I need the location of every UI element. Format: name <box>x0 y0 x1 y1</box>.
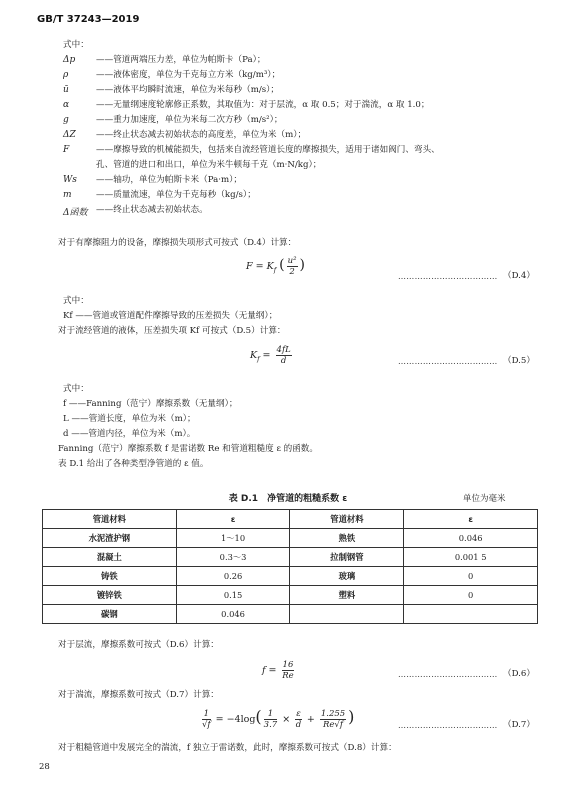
eq-d6-dots: ……………………………… <box>398 670 498 679</box>
note-d7: 对于湍流，摩擦系数可按式（D.7）计算： <box>58 690 219 700</box>
table-row <box>43 548 538 567</box>
definition-symbol: g <box>63 115 69 125</box>
table-row <box>43 605 538 624</box>
definition-symbol: ρ <box>63 70 69 80</box>
where-label-3: 式中： <box>63 384 89 394</box>
eq-d4-dots: ……………………………… <box>398 272 498 281</box>
eq-d7-f3-num: 1.255 <box>320 709 346 719</box>
eq-d5-eqsign: = <box>262 350 271 361</box>
table-header-row <box>43 510 538 529</box>
table-row <box>43 567 538 586</box>
table-cell: 水泥渣护钢 <box>43 529 177 548</box>
eq-d7-f1-num: 1 <box>264 709 278 720</box>
eq-d7-f3-den: Re√f <box>323 720 343 730</box>
table-cell: 0.26 <box>176 567 290 586</box>
def-f: f ——Fanning（范宁）摩擦系数（无量纲）； <box>63 399 238 409</box>
eq-d5-label: （D.5） <box>503 356 535 366</box>
table-row <box>43 529 538 548</box>
eq-d7-f1-den: 3.7 <box>263 720 278 730</box>
definition-text: ——重力加速度，单位为米每二次方秒（m/s²）； <box>96 115 283 125</box>
definition-text: ——摩擦导致的机械能损失，包括来自流经管道长度的摩擦损失，适用于诸如阀门、弯头、 <box>96 145 440 155</box>
col-header-epsilon-1: ε <box>176 510 290 529</box>
definition-text: ——轴功，单位为帕斯卡米（Pa·m）； <box>96 175 243 185</box>
note-d8: 对于粗糙管道中发展完全的湍流，f 独立于雷诺数，此时，摩擦系数可按式（D.8）计算： <box>58 743 397 753</box>
col-header-epsilon-2: ε <box>404 510 538 529</box>
table-cell: 0.3～3 <box>176 548 290 567</box>
table-cell: 镀锌铁 <box>43 586 177 605</box>
table-cell: 拉制钢管 <box>290 548 404 567</box>
definition-text: ——终止状态减去初始状态。 <box>96 205 208 215</box>
equation-d4: $F = K_f$ ( $\frac{\text{u²}}{2}$ ) <box>246 256 305 277</box>
eq-d7-f2-num: ε <box>296 709 301 719</box>
definition-symbol: F <box>63 145 70 155</box>
eq-d7-dots: ……………………………… <box>398 721 498 730</box>
eq-d7-times: × <box>282 714 291 725</box>
page-number: 28 <box>39 762 50 772</box>
eq-d5-den: d <box>280 356 287 366</box>
fanning-paragraph: Fanning（范宁）摩擦系数 f 是雷诺数 Re 和管道粗糙度 ε 的函数。 <box>58 444 318 454</box>
standard-header: GB/T 37243—2019 <box>37 14 140 25</box>
note-d6: 对于层流，摩擦系数可按式（D.6）计算： <box>58 640 219 650</box>
def-l: L ——管道长度，单位为米（m）； <box>63 414 196 424</box>
eq-d6-den: Re <box>282 671 294 681</box>
equation-d7: $\frac{1}{√f}$ = −4log( $\frac{1}{3.7}$ × $\frac{\varepsilon}{d}$ + $\frac{1.255}{Re√f}$ ) <box>202 707 355 730</box>
table-cell <box>404 605 538 624</box>
eq-d6-label: （D.6） <box>503 669 535 679</box>
table-cell: 1～10 <box>176 529 290 548</box>
definition-symbol: m <box>63 190 72 200</box>
table-intro: 表 D.1 给出了各种类型净管道的 ε 值。 <box>58 459 209 469</box>
table-cell <box>290 605 404 624</box>
definition-text: ——液体密度，单位为千克每立方米（kg/m³）； <box>96 70 281 80</box>
eq-d4-lhs: F = K <box>246 261 274 272</box>
table-cell: 0.15 <box>176 586 290 605</box>
eq-d4-num: u² <box>287 256 297 266</box>
table-cell: 0.046 <box>404 529 538 548</box>
eq-d7-lhs-den: √f <box>202 720 211 730</box>
definition-text: ——终止状态减去初始状态的高度差，单位为米（m）； <box>96 130 307 140</box>
table-cell: 铸铁 <box>43 567 177 586</box>
table-cell: 玻璃 <box>290 567 404 586</box>
eq-d7-plus: + <box>306 714 315 725</box>
definition-text: 孔、管道的进口和出口，单位为米牛顿每千克（m·N/kg）； <box>96 160 322 170</box>
definition-text: ——无量纲速度轮廓修正系数，其取值为：对于层流，α 取 0.5；对于湍流，α 取 1.0； <box>96 100 430 110</box>
definition-symbol: α <box>63 100 70 110</box>
def-d: d ——管道内径，单位为米（m）。 <box>63 429 196 439</box>
equation-d5 <box>250 345 294 366</box>
table-cell: 碳钢 <box>43 605 177 624</box>
col-header-material-1: 管道材料 <box>43 510 177 529</box>
table-cell: 0.001 5 <box>404 548 538 567</box>
eq-d5-dots: ……………………………… <box>398 357 498 366</box>
eq-d7-mid: = −4log <box>215 714 256 725</box>
where-label-2: 式中： <box>63 296 89 306</box>
definition-text: ——液体平均瞬时流速，单位为米每秒（m/s）； <box>96 85 280 95</box>
table-title: 表 D.1 净管道的粗糙系数 ε <box>228 494 348 504</box>
table-cell: 塑料 <box>290 586 404 605</box>
table-cell: 熟铁 <box>290 529 404 548</box>
note-d5: 对于流经管道的液体，压差损失项 Kf 可按式（D.5）计算： <box>58 326 286 336</box>
table-unit: 单位为毫米 <box>463 494 506 504</box>
table-cell: 混凝土 <box>43 548 177 567</box>
eq-d5-lhs: K <box>250 350 258 361</box>
table-cell: 0 <box>404 586 538 605</box>
eq-d4-sub: f <box>273 265 277 274</box>
eq-d7-lhs-num: 1 <box>203 709 209 719</box>
table-row <box>43 586 538 605</box>
eq-d6-num: 16 <box>282 660 294 670</box>
table-cell: 0.046 <box>176 605 290 624</box>
table-cell: 0 <box>404 567 538 586</box>
eq-d4-den: 2 <box>289 267 295 277</box>
eq-d4-label: （D.4） <box>503 271 535 281</box>
definition-text: ——管道两端压力差，单位为帕斯卡（Pa）； <box>96 55 266 65</box>
definition-symbol: Ws <box>63 175 77 185</box>
definition-symbol: ΔZ <box>63 130 76 140</box>
eq-d7-label: （D.7） <box>503 720 535 730</box>
col-header-material-2: 管道材料 <box>290 510 404 529</box>
definition-symbol: Δ函数 <box>63 208 88 218</box>
note-d4: 对于有摩擦阻力的设备，摩擦损失项形式可按式（D.4）计算： <box>58 238 297 248</box>
definition-symbol: ū <box>63 85 69 95</box>
equation-d6 <box>262 660 296 681</box>
eq-d7-f2-den: d <box>295 720 302 730</box>
definition-text: ——质量流速，单位为千克每秒（kg/s）； <box>96 190 256 200</box>
eq-d5-num: 4fL <box>276 345 291 355</box>
def-kf: Kf ——管道或管道配件摩擦导致的压差损失（无量纲）； <box>63 311 278 321</box>
eq-d6-lhs: f = <box>262 665 277 676</box>
roughness-table <box>42 509 538 624</box>
definition-symbol: Δp <box>63 55 76 65</box>
eq-d5-sub: f <box>257 354 260 363</box>
where-label-1: 式中： <box>63 40 89 50</box>
